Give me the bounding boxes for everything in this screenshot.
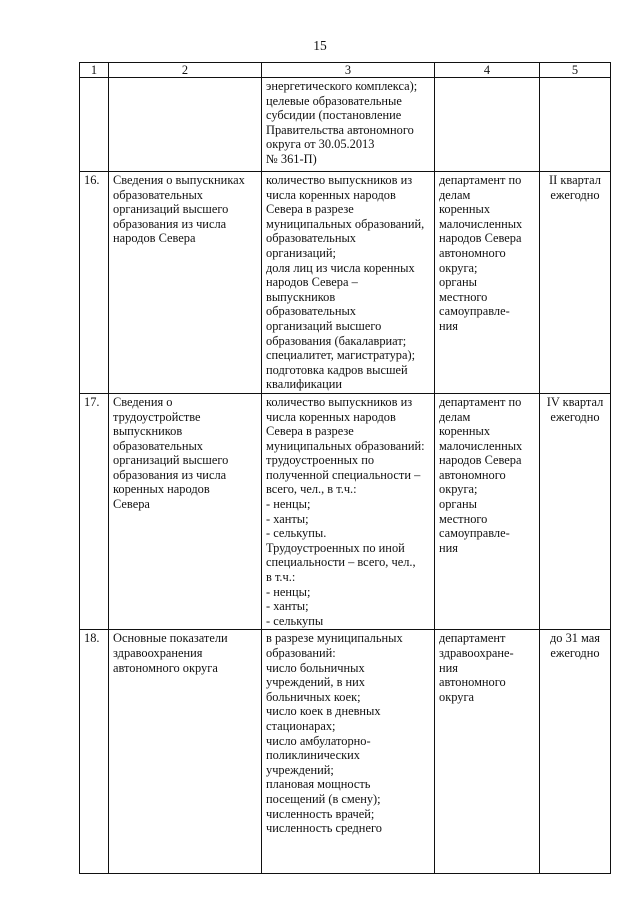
- cell-line: округа от 30.05.2013: [266, 137, 375, 152]
- table-row: [80, 172, 611, 394]
- cell-line: образования (бакалавриат;: [266, 333, 407, 348]
- cell-line: доля лиц из числа коренных: [266, 260, 415, 275]
- cell-line: ния: [439, 318, 458, 333]
- cell-line: народов Севера –: [266, 275, 358, 290]
- row-responsible: [435, 172, 540, 394]
- cell-line: здравоохранения: [113, 646, 203, 660]
- cell-line: - селькупы.: [266, 526, 327, 541]
- row-responsible: [435, 630, 540, 874]
- cell-line: округа: [439, 689, 475, 704]
- cell-line: целевые образовательные: [266, 93, 402, 108]
- header-cell-2: 2: [109, 63, 262, 78]
- table-row: [80, 78, 611, 172]
- cell-line: в разрезе муниципальных: [266, 631, 403, 646]
- cell-line: плановая мощность: [266, 777, 371, 792]
- cell-line: число коек в дневных: [266, 704, 381, 719]
- cell-line: автономного: [439, 467, 506, 482]
- row-number: 17.: [80, 393, 109, 630]
- table-row: [80, 393, 611, 630]
- cell-line: численность среднего: [266, 821, 382, 836]
- cell-line: - ненцы;: [266, 584, 311, 599]
- cell-line: выпускников: [113, 424, 183, 439]
- cell-line: самоуправле-: [439, 526, 510, 541]
- cell-line: организаций высшего: [266, 318, 382, 333]
- row-term: [540, 172, 611, 394]
- cell-line: - ненцы;: [266, 497, 311, 512]
- cell-line: ежегодно: [550, 187, 600, 202]
- cell-line: организаций высшего: [113, 202, 229, 217]
- cell-line: местного: [439, 511, 488, 526]
- header-cell-3: 3: [262, 63, 435, 78]
- cell-line: муниципальных образований:: [266, 438, 425, 453]
- row-number: 18.: [80, 630, 109, 874]
- cell-line: образований:: [266, 646, 336, 660]
- cell-line: малочисленных: [439, 438, 523, 453]
- cell-line: образовательных: [113, 187, 203, 202]
- table-row: [80, 630, 611, 874]
- cell-line: ежегодно: [550, 409, 600, 424]
- cell-line: специалитет, магистратура);: [266, 348, 416, 363]
- cell-line: учреждений, в них: [266, 675, 365, 690]
- cell-line: число амбулаторно-: [266, 733, 371, 748]
- cell-line: Сведения о выпускниках: [113, 173, 245, 187]
- cell-line: Трудоустроенных по иной: [266, 540, 405, 555]
- cell-line: учреждений;: [266, 762, 334, 777]
- cell-line: всего, чел., в т.ч.:: [266, 482, 357, 497]
- header-cell-4: 4: [435, 63, 540, 78]
- cell-line: округа;: [439, 482, 478, 497]
- row-term: [540, 393, 611, 630]
- cell-line: коренных: [439, 202, 491, 217]
- cell-line: II квартал: [549, 173, 601, 187]
- cell-line: больничных коек;: [266, 689, 361, 704]
- cell-line: Севера: [113, 497, 150, 512]
- cell-line: Сведения о: [113, 394, 173, 409]
- cell-line: самоуправле-: [439, 304, 510, 319]
- cell-line: народов Севера: [439, 453, 522, 468]
- cell-line: образовательных: [266, 231, 356, 246]
- cell-line: в т.ч.:: [266, 570, 296, 585]
- cell-line: автономного округа: [113, 660, 218, 675]
- row-name: [109, 393, 262, 630]
- cell-line: органы: [439, 497, 477, 512]
- cell-line: - ханты;: [266, 511, 309, 526]
- cell-line: числа коренных народов: [266, 409, 396, 424]
- row-responsible: [435, 78, 540, 172]
- row-name: [109, 78, 262, 172]
- cell-line: округа;: [439, 260, 478, 275]
- cell-line: образования из числа: [113, 467, 227, 482]
- cell-line: до 31 мая: [549, 631, 601, 646]
- cell-line: Правительства автономного: [266, 122, 414, 137]
- row-name: [109, 630, 262, 874]
- data-table: [79, 62, 611, 874]
- row-name: [109, 172, 262, 394]
- cell-line: Севера в разрезе: [266, 424, 354, 439]
- cell-line: делам: [439, 187, 471, 202]
- cell-line: стационарах;: [266, 718, 336, 733]
- cell-line: количество выпускников из: [266, 394, 413, 409]
- row-number: 16.: [80, 172, 109, 394]
- header-cell-5: 5: [540, 63, 611, 78]
- cell-line: малочисленных: [439, 216, 523, 231]
- cell-line: департамент: [439, 631, 506, 646]
- cell-line: местного: [439, 289, 488, 304]
- cell-line: здравоохране-: [439, 646, 514, 660]
- cell-line: субсидии (постановление: [266, 108, 402, 123]
- row-indicators: [262, 78, 435, 172]
- cell-line: - ханты;: [266, 599, 309, 614]
- cell-line: подготовка кадров высшей: [266, 362, 408, 377]
- cell-line: Основные показатели: [113, 631, 228, 646]
- cell-line: организаций высшего: [113, 453, 229, 468]
- cell-line: ния: [439, 540, 458, 555]
- cell-line: трудоустроенных по: [266, 453, 375, 468]
- cell-line: народов Севера: [113, 231, 196, 246]
- cell-line: энергетического комплекса);: [266, 79, 418, 93]
- cell-line: - селькупы: [266, 613, 324, 628]
- row-term: [540, 630, 611, 874]
- cell-line: коренных: [439, 424, 491, 439]
- cell-line: ежегодно: [550, 646, 600, 660]
- cell-line: делам: [439, 409, 471, 424]
- table-header-row: [80, 63, 611, 78]
- cell-line: образования из числа: [113, 216, 227, 231]
- cell-line: квалификации: [266, 377, 343, 392]
- cell-line: автономного: [439, 245, 506, 260]
- cell-line: поликлинических: [266, 748, 360, 763]
- cell-line: коренных народов: [113, 482, 210, 497]
- row-term: [540, 78, 611, 172]
- cell-line: посещений (в смену);: [266, 791, 381, 806]
- cell-line: IV квартал: [546, 394, 604, 409]
- cell-line: трудоустройстве: [113, 409, 201, 424]
- cell-line: число больничных: [266, 660, 365, 675]
- cell-line: № 361-П): [266, 151, 317, 166]
- cell-line: ния: [439, 660, 458, 675]
- cell-line: органы: [439, 275, 477, 290]
- cell-line: количество выпускников из: [266, 173, 413, 187]
- cell-line: полученной специальности –: [266, 467, 421, 482]
- cell-line: выпускников: [266, 289, 336, 304]
- row-number: [80, 78, 109, 172]
- cell-line: образовательных: [113, 438, 203, 453]
- cell-line: Севера в разрезе: [266, 202, 354, 217]
- cell-line: департамент по: [439, 173, 522, 187]
- cell-line: муниципальных образований,: [266, 216, 425, 231]
- cell-line: автономного: [439, 675, 506, 690]
- cell-line: организаций;: [266, 245, 336, 260]
- cell-line: числа коренных народов: [266, 187, 396, 202]
- cell-line: образовательных: [266, 304, 356, 319]
- row-indicators: [262, 393, 435, 630]
- page-number: 15: [313, 38, 327, 53]
- row-indicators: [262, 172, 435, 394]
- header-cell-1: 1: [80, 63, 109, 78]
- cell-line: департамент по: [439, 394, 522, 409]
- cell-line: численность врачей;: [266, 806, 375, 821]
- row-indicators: [262, 630, 435, 874]
- row-responsible: [435, 393, 540, 630]
- cell-line: народов Севера: [439, 231, 522, 246]
- cell-line: специальности – всего, чел.,: [266, 555, 416, 570]
